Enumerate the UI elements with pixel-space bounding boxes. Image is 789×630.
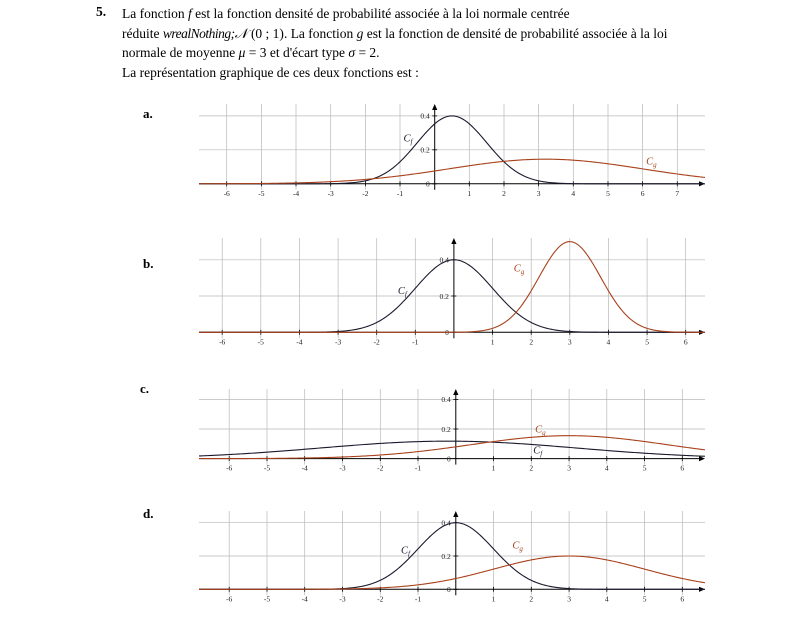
x-tick-label: -5 (258, 188, 265, 198)
question-line-2: réduite wrealNothing;𝒩 (0 ; 1). La fonction g est la fonction de densité de probabilité associée à la loi (122, 25, 668, 41)
y-tick-label: 0 (447, 585, 451, 595)
x-tick-label: 1 (491, 463, 496, 473)
x-tick-label: 3 (567, 337, 572, 347)
y-tick-label: 0.4 (420, 111, 430, 121)
y-axis-arrow (453, 511, 458, 517)
chart-b (185, 232, 715, 367)
x-tick-label: 5 (642, 594, 647, 604)
x-tick-label: -3 (334, 337, 342, 347)
x-tick-label: 6 (680, 463, 685, 473)
y-tick-label: 0 (425, 179, 430, 189)
y-axis-arrow (451, 238, 456, 244)
curve-C_g (199, 436, 705, 459)
x-tick-label: -2 (362, 188, 369, 198)
x-tick-label: 5 (645, 337, 649, 347)
x-tick-label: 2 (502, 188, 506, 198)
y-tick-label: 0.2 (420, 145, 430, 155)
chart-d (185, 505, 715, 623)
curve-label-C_g: $C_g$ (513, 263, 525, 277)
choice-label-c: c. (140, 381, 150, 396)
curve-C_g (199, 242, 705, 333)
choice-label-b: b. (143, 256, 154, 271)
curve-C_g (199, 159, 705, 184)
question-number: 5. (96, 4, 107, 19)
x-tick-label: -6 (219, 337, 226, 347)
x-tick-label: -4 (296, 337, 303, 347)
x-tick-label: -3 (327, 188, 334, 198)
question-line-3: normale de moyenne μ = 3 et d'écart type σ = 2. (122, 45, 380, 60)
x-tick-label: -1 (414, 463, 422, 473)
question-line-1: La fonction f est la fonction densité de probabilité associée à la loi normale centrée (122, 6, 570, 21)
x-tick-label: -2 (373, 337, 380, 347)
x-tick-label: 1 (491, 594, 496, 604)
curve-label-C_f: $C_f$ (533, 445, 543, 458)
x-tick-label: -3 (339, 463, 346, 473)
question-text (122, 4, 716, 82)
x-tick-label: 3 (567, 594, 571, 604)
y-tick-label: 0.2 (441, 551, 451, 561)
choice-label-d: d. (143, 506, 154, 521)
curve-label-C_f: $C_f$ (397, 286, 407, 299)
x-tick-label: -4 (292, 188, 300, 198)
x-tick-label: 4 (571, 188, 576, 198)
x-tick-label: -1 (412, 337, 419, 347)
x-axis-arrow (699, 456, 705, 461)
x-tick-label: 7 (675, 188, 680, 198)
question-line-4: La représentation graphique de ces deux fonctions est : (122, 64, 419, 80)
x-tick-label: -1 (414, 594, 422, 604)
y-tick-label: 0 (445, 328, 449, 338)
curve-label-C_g: $C_g$ (512, 540, 523, 553)
choice-label-a: a. (143, 106, 153, 121)
y-tick-label: 0.2 (439, 291, 449, 301)
curve-label-C_g: $C_g$ (535, 424, 546, 438)
x-tick-label: 3 (567, 463, 571, 473)
y-tick-label: 0 (447, 454, 451, 464)
question-block (96, 4, 716, 82)
x-tick-label: 6 (680, 594, 685, 604)
y-axis-arrow (432, 104, 437, 110)
x-tick-label: 5 (642, 463, 647, 473)
x-tick-label: -2 (377, 594, 384, 604)
x-tick-label: 4 (606, 337, 611, 347)
x-tick-label: -6 (226, 463, 233, 473)
y-tick-label: 0.4 (441, 518, 451, 528)
x-tick-label: -1 (396, 188, 404, 198)
x-tick-label: 1 (490, 337, 495, 347)
chart-c (185, 383, 715, 491)
curve-C_f (199, 441, 705, 456)
y-tick-label: 0.4 (439, 255, 449, 265)
chart-a (185, 98, 715, 216)
x-tick-label: 4 (604, 594, 609, 604)
x-tick-label: 3 (536, 188, 541, 198)
x-tick-label: -5 (263, 463, 271, 473)
curve-label-C_f: $C_f$ (401, 545, 410, 558)
x-tick-label: 5 (606, 188, 610, 198)
x-tick-label: -2 (377, 463, 384, 473)
x-tick-label: -4 (301, 463, 308, 473)
x-tick-label: -5 (263, 594, 271, 604)
y-axis-arrow (453, 389, 458, 395)
x-tick-label: 2 (529, 463, 534, 473)
x-tick-label: 4 (604, 463, 609, 473)
x-tick-label: -5 (257, 337, 264, 347)
curve-C_g (199, 556, 705, 589)
x-tick-label: 6 (640, 188, 645, 198)
y-tick-label: 0.4 (441, 395, 451, 405)
x-tick-label: 2 (529, 337, 534, 347)
x-tick-label: -4 (301, 594, 308, 604)
x-tick-label: -6 (223, 188, 230, 198)
x-tick-label: -3 (339, 594, 346, 604)
curve-label-C_g: $C_g$ (646, 156, 657, 169)
x-tick-label: 1 (467, 188, 472, 198)
x-tick-label: -6 (226, 594, 233, 604)
x-tick-label: 2 (529, 594, 534, 604)
curve-label-C_f: $C_f$ (403, 133, 413, 146)
x-tick-label: 6 (683, 337, 688, 347)
y-tick-label: 0.2 (441, 424, 451, 434)
